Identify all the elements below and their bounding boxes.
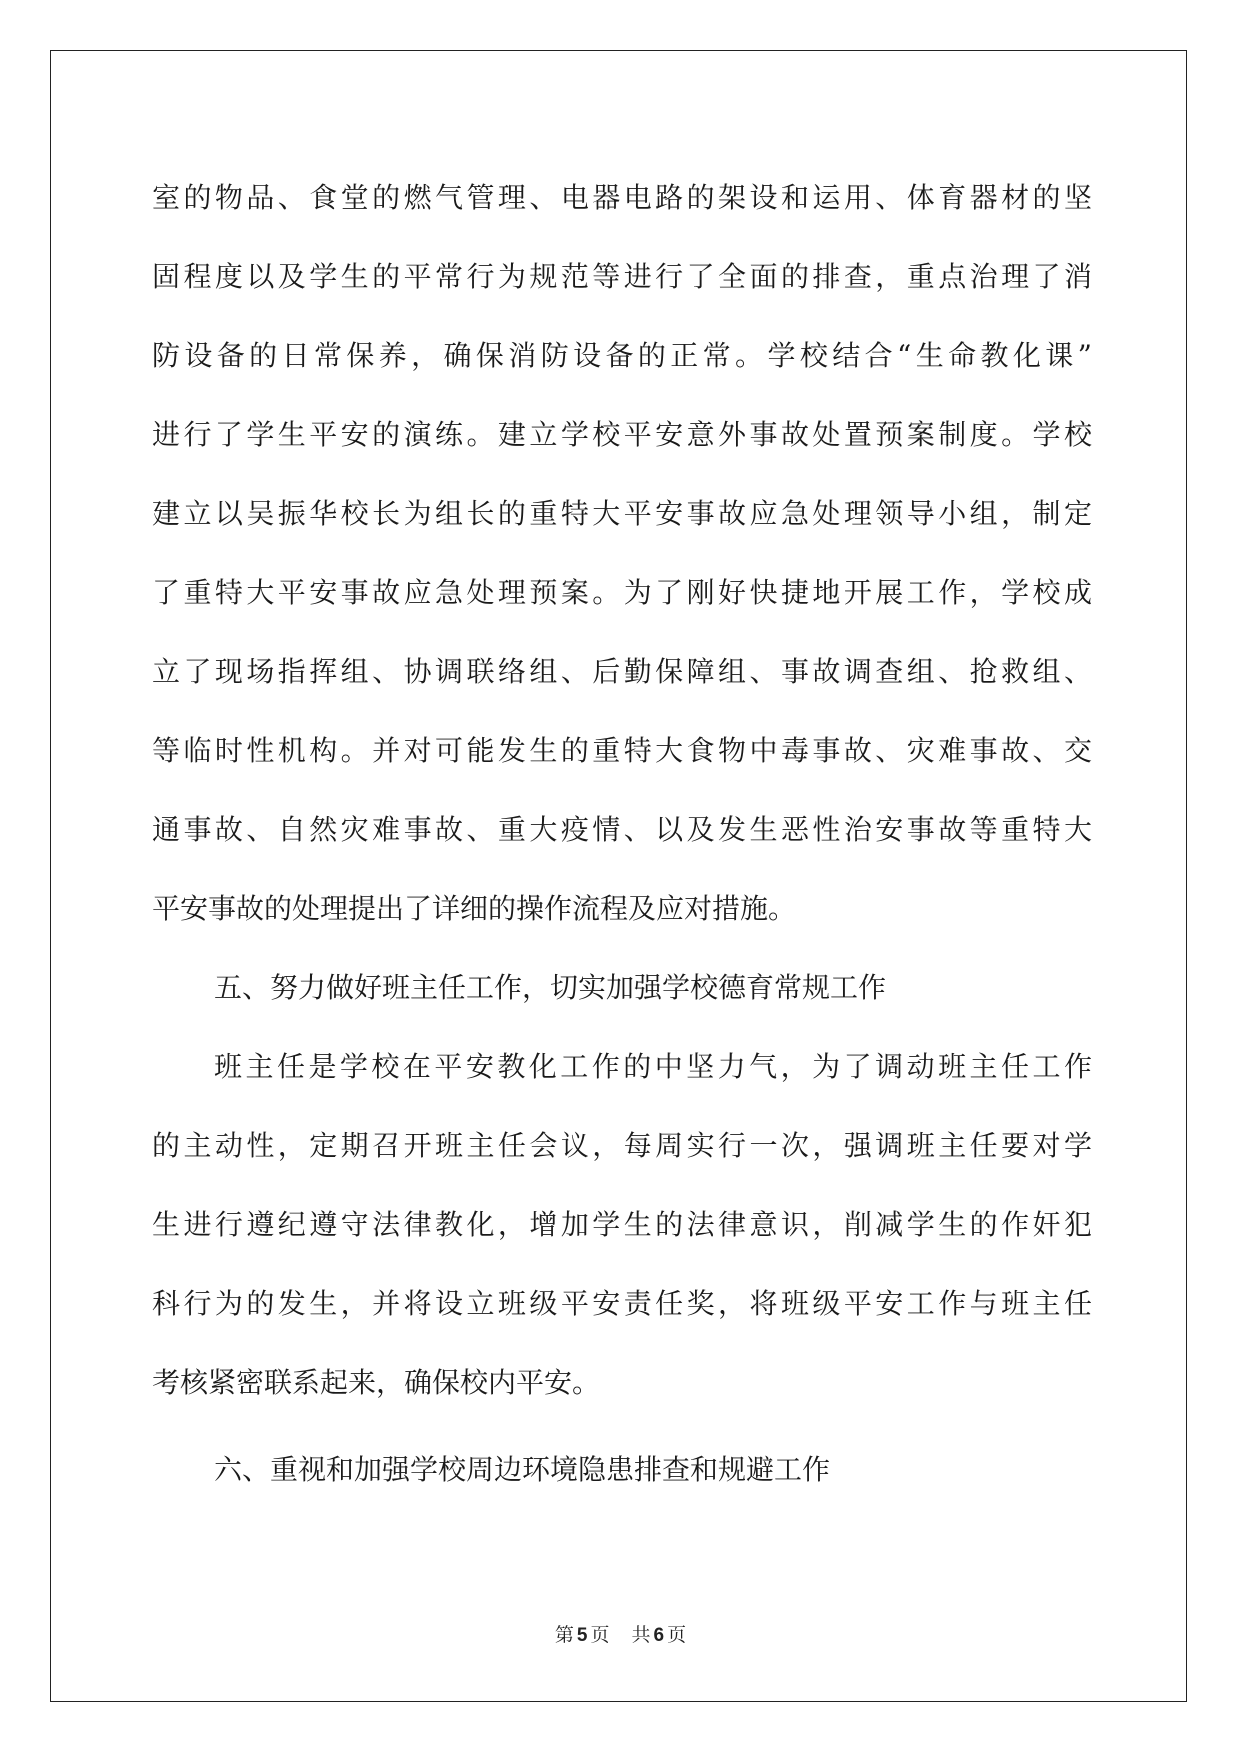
section-heading-5: 五、努力做好班主任工作，切实加强学校德育常规工作 — [214, 971, 887, 1004]
footer-total-prefix: 共 — [631, 1624, 651, 1646]
total-pages-number: 6 — [653, 1625, 665, 1646]
paragraph-line: 防设备的日常保养，确保消防设备的正常。学校结合“生命教化课” — [152, 339, 1092, 372]
paragraph-line: 室的物品、食堂的燃气管理、电器电路的架设和运用、体育器材的坚 — [152, 181, 1092, 214]
paragraph-line: 进行了学生平安的演练。建立学校平安意外事故处置预案制度。学校 — [152, 418, 1092, 451]
paragraph-line: 建立以吴振华校长为组长的重特大平安事故应急处理领导小组，制定 — [152, 497, 1092, 530]
section-heading-6: 六、重视和加强学校周边环境隐患排查和规避工作 — [214, 1453, 831, 1486]
page-footer — [0, 1620, 1241, 1647]
paragraph-line: 生进行遵纪遵守法律教化，增加学生的法律意识，削减学生的作奸犯 — [152, 1208, 1092, 1241]
paragraph-line: 平安事故的处理提出了详细的操作流程及应对措施。 — [152, 892, 797, 925]
paragraph-line: 固程度以及学生的平常行为规范等进行了全面的排查，重点治理了消 — [152, 260, 1092, 293]
footer-page-unit: 页 — [590, 1624, 610, 1646]
paragraph-line: 通事故、自然灾难事故、重大疫情、以及发生恶性治安事故等重特大 — [152, 813, 1092, 846]
paragraph-line: 等临时性机构。并对可能发生的重特大食物中毒事故、灾难事故、交 — [152, 734, 1092, 767]
paragraph-line: 立了现场指挥组、协调联络组、后勤保障组、事故调查组、抢救组、 — [152, 655, 1092, 688]
paragraph-line: 班主任是学校在平安教化工作的中坚力气，为了调动班主任工作 — [214, 1050, 1092, 1083]
footer-prefix: 第 — [554, 1624, 574, 1646]
current-page-number: 5 — [576, 1625, 588, 1646]
paragraph-line: 考核紧密联系起来，确保校内平安。 — [152, 1366, 601, 1399]
paragraph-line: 科行为的发生，并将设立班级平安责任奖，将班级平安工作与班主任 — [152, 1287, 1092, 1320]
document-body — [152, 158, 1092, 1509]
paragraph-line: 了重特大平安事故应急处理预案。为了刚好快捷地开展工作，学校成 — [152, 576, 1092, 609]
paragraph-line: 的主动性，定期召开班主任会议，每周实行一次，强调班主任要对学 — [152, 1129, 1092, 1162]
footer-total-unit: 页 — [667, 1624, 687, 1646]
